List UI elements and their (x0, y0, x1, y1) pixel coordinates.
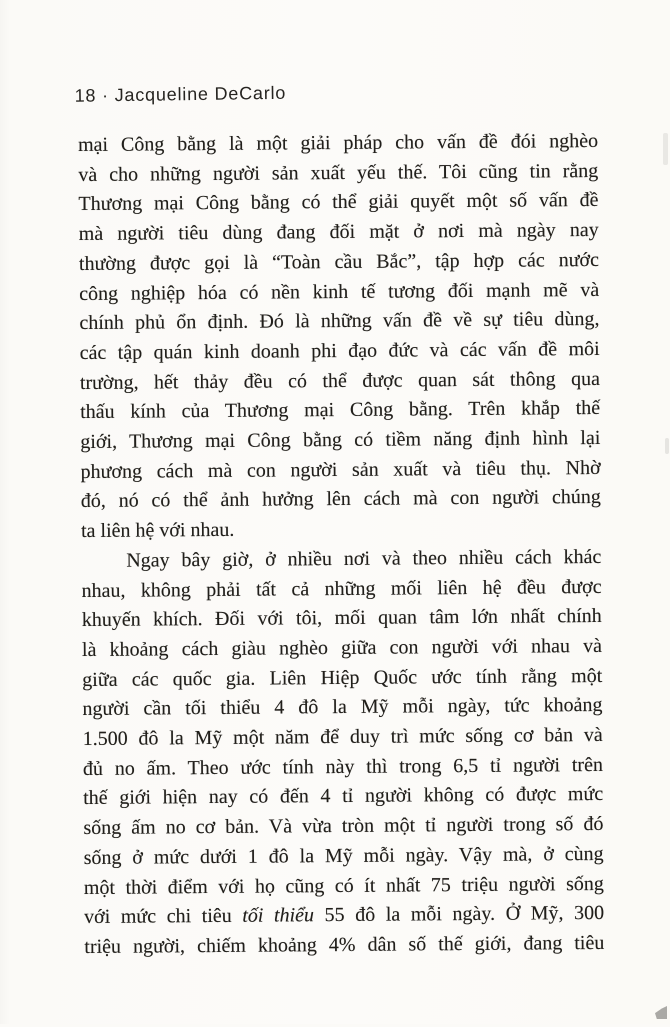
text-line: công nghiệp hóa có nền kinh tế tương đối mạnh mẽ và (79, 278, 600, 305)
text-line: chính phủ ổn định. Đó là những vấn đề về sự tiêu dùng, (79, 308, 600, 335)
text-line: sống ấm no cơ bản. Và vừa tròn một tỉ người trong số đó (83, 813, 604, 840)
body-text (78, 127, 605, 963)
text-line-with-italic (84, 899, 604, 933)
text-line: và cho những người sản xuất yếu thế. Tôi cũng tin rằng (78, 159, 599, 186)
text-line: thấu kính của Thương mại Công bằng. Trên khắp thế (80, 397, 601, 424)
text-line: giữa các quốc gia. Liên Hiệp Quốc ước tính rằng một (82, 664, 603, 691)
text-line: khuyến khích. Đối với tôi, mối quan tâm lớn nhất chính (81, 605, 602, 632)
text-segment: với mức chi tiêu (84, 905, 243, 929)
text-line-paragraph-end: ta liên hệ với nhau. (80, 518, 235, 543)
text-line: triệu người, chiếm khoảng 4% dân số thế giới, đang tiêu (84, 931, 605, 959)
text-line: thế giới hiện nay có đến 4 tỉ người không có được mức (83, 783, 604, 810)
text-line: sống ở mức dưới 1 đô la Mỹ mỗi ngày. Vậy mà, ở cùng (83, 842, 604, 869)
text-line: thường được gọi là “Toàn cầu Bắc”, tập hợp các nước (78, 248, 600, 275)
scan-edge-smudge (663, 133, 668, 165)
running-header: 18 · Jacqueline DeCarlo (74, 82, 287, 106)
text-segment: 55 đô la mỗi ngày. Ở Mỹ, 300 (313, 902, 605, 927)
text-line: mại Công bằng là một giải pháp cho vấn đề đói nghèo (77, 129, 599, 157)
italic-text-segment: tối thiểu (242, 904, 315, 928)
text-line: trường, hết thảy đều có thể được quan sát thông qua (79, 367, 600, 394)
text-line: giới, Thương mại Công bằng có tiềm năng định hình lại (80, 426, 601, 454)
text-line: là khoảng cách giàu nghèo giữa con người với nhau và (81, 634, 603, 661)
text-line: một thời điểm với họ cũng có ít nhất 75 triệu người sống (83, 872, 604, 899)
text-line: 1.500 đô la Mỹ một năm để duy trì mức sống cơ bản và (82, 724, 603, 751)
text-line: phương cách mà con người sản xuất và tiêu thụ. Nhờ (80, 456, 601, 483)
text-line: đủ no ấm. Theo ước tính này thì trong 6,5 tỉ người trên (82, 753, 604, 780)
text-line: nhau, không phải tất cả những mối liên hệ đều được (81, 575, 602, 602)
text-line: các tập quán kinh doanh phi đạo đức và các vấn đề môi (79, 337, 600, 364)
scan-edge-smudge (665, 438, 669, 454)
text-line: Thương mại Công bằng có thể giải quyết một số vấn đề (78, 189, 599, 216)
text-line-paragraph-start: Ngay bây giờ, ở nhiều nơi và theo nhiều cách khác (126, 545, 602, 572)
text-line: mà người tiêu dùng đang đối mặt ở nơi mà ngày nay (78, 219, 599, 246)
text-line: đó, nó có thể ảnh hưởng lên cách mà con người chúng (80, 486, 601, 513)
text-line: người cần tối thiểu 4 đô la Mỹ mỗi ngày, tức khoảng (82, 694, 603, 721)
